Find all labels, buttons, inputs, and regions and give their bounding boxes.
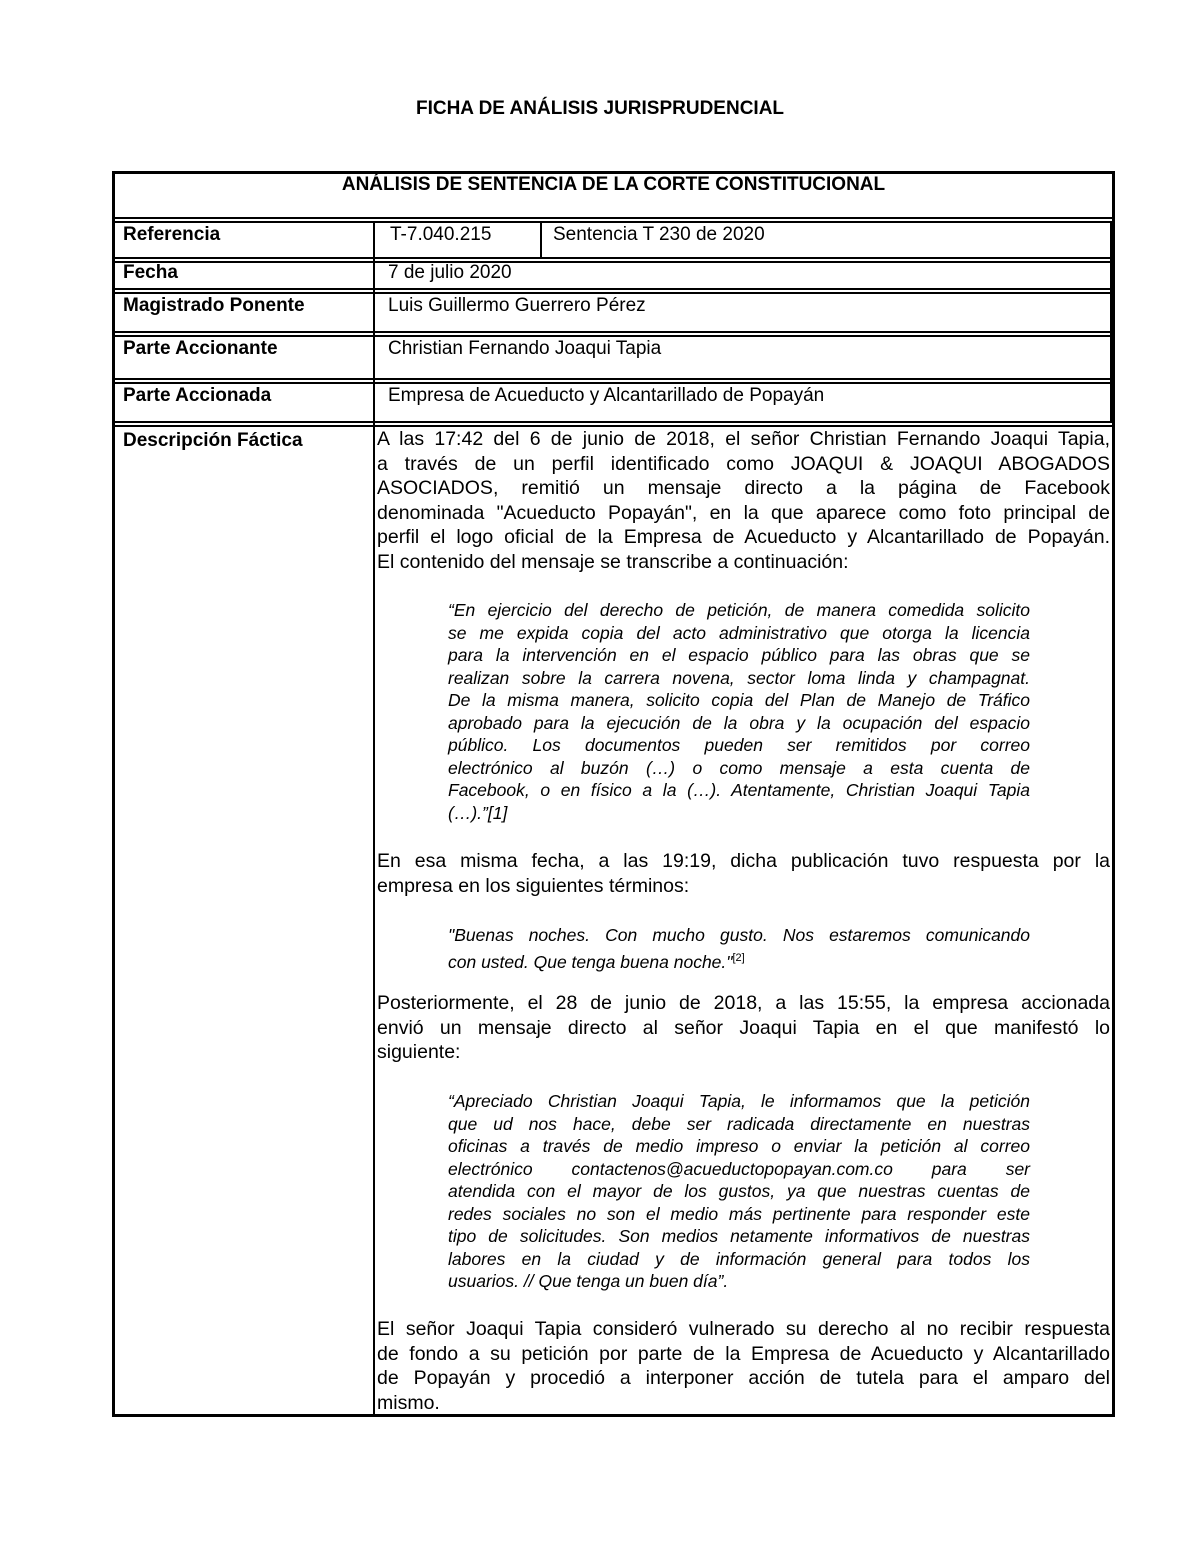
text-line: (…).”[1] [448, 802, 508, 823]
text-line: mismo. [377, 1391, 440, 1414]
row-divider [112, 217, 1115, 219]
column-divider [373, 221, 375, 1417]
label-accionante: Parte Accionante [123, 338, 278, 359]
text-line: denominada "Acueducto Popayán", en la que aparece como foto principal de [377, 501, 1110, 524]
row-divider [112, 221, 1115, 223]
text-line: A las 17:42 del 6 de junio de 2018, el señor Christian Fernando Joaqui Tapia, [377, 428, 1110, 450]
text-line: electrónico al buzón (…) o como mensaje a esta cuenta de [448, 757, 1030, 778]
text-line: Posteriormente, el 28 de junio de 2018, a las 15:55, la empresa accionada [377, 992, 1110, 1014]
text-line: atendida con el mayor de los gustos, ya que nuestras cuentas de [448, 1181, 1030, 1201]
row-divider [112, 335, 1115, 337]
value-magistrado: Luis Guillermo Guerrero Pérez [388, 295, 646, 316]
text-line: electrónico contactenos@acueductopopayan.com.co para ser [448, 1158, 1030, 1179]
value-sentencia: Sentencia T 230 de 2020 [553, 224, 765, 245]
text-line: siguiente: [377, 1041, 461, 1064]
quote-petition [448, 599, 1030, 824]
quote-reply [448, 924, 1030, 973]
label-descripcion: Descripción Fáctica [123, 430, 303, 451]
label-accionada: Parte Accionada [123, 385, 272, 406]
label-fecha: Fecha [123, 262, 178, 283]
text-line: De la misma manera, solicito copia del Plan de Manejo de Tráfico [448, 690, 1030, 710]
row-divider [112, 292, 1115, 294]
text-line: ASOCIADOS, remitió un mensaje directo a la página de Facebook [377, 477, 1110, 500]
column-divider [1110, 221, 1112, 421]
text-line: labores en la ciudad y de información general para todos los [448, 1248, 1030, 1269]
row-divider [112, 331, 1115, 333]
text-line: “Apreciado Christian Joaqui Tapia, le informamos que la petición [448, 1091, 1030, 1111]
table-header: ANÁLISIS DE SENTENCIA DE LA CORTE CONSTITUCIONAL [341, 174, 886, 195]
text-line: empresa en los siguientes términos: [377, 874, 690, 897]
text-line: tipo de solicitudes. Son medios netamente informativos de nuestras [448, 1226, 1030, 1246]
label-magistrado: Magistrado Ponente [123, 295, 305, 316]
text-line: para la intervención en el espacio público para las obras que se [448, 645, 1030, 665]
row-divider [112, 261, 1115, 263]
quote-reply-text: con usted. Que tenga buena noche." [448, 951, 733, 972]
value-accionada: Empresa de Acueducto y Alcantarillado de Popayán [388, 385, 825, 406]
footnote-link[interactable]: [2] [732, 951, 745, 964]
value-referencia: T-7.040.215 [390, 224, 492, 245]
text-line [448, 947, 1030, 973]
description-paragraph-1 [377, 427, 1110, 575]
text-line: usuarios. // Que tenga un buen día”. [448, 1271, 729, 1291]
text-line: El señor Joaqui Tapia consideró vulnerado su derecho al no recibir respuesta [377, 1318, 1110, 1340]
text-line: Facebook, o en físico a la (…). Atentamente, Christian Joaqui Tapia [448, 780, 1030, 800]
text-line: a través de un perfil identificado como JOAQUI & JOAQUI ABOGADOS [377, 452, 1110, 475]
text-line: El contenido del mensaje se transcribe a continuación: [377, 550, 849, 573]
label-referencia: Referencia [123, 224, 221, 245]
text-line: público. Los documentos pueden ser remitidos por correo [448, 735, 1030, 755]
row-divider [112, 382, 1115, 384]
row-divider [112, 288, 1115, 290]
text-line: envió un mensaje directo al señor Joaqui Tapia en el que manifestó lo [377, 1016, 1110, 1039]
description-paragraph-4 [377, 1317, 1110, 1415]
text-line: aprobado para la ejecución de la obra y la ocupación del espacio [448, 712, 1030, 733]
text-line: En esa misma fecha, a las 19:19, dicha publicación tuvo respuesta por la [377, 850, 1110, 872]
text-line: perfil el logo oficial de la Empresa de Acueducto y Alcantarillado de Popayán. [377, 526, 1110, 549]
text-line: “En ejercicio del derecho de petición, de manera comedida solicito [448, 600, 1030, 620]
text-line: se me expida copia del acto administrativo que otorga la licencia [448, 622, 1030, 643]
text-line: oficinas a través de medio impreso o enviar la petición al correo [448, 1136, 1030, 1156]
quote-company-message [448, 1090, 1030, 1293]
description-paragraph-2 [377, 849, 1110, 898]
row-divider [112, 257, 1115, 259]
row-divider [112, 378, 1115, 380]
text-line: "Buenas noches. Con mucho gusto. Nos estaremos comunicando [448, 925, 1030, 945]
text-line: redes sociales no son el medio más pertinente para responder este [448, 1203, 1030, 1224]
text-line: realizan sobre la carrera novena, sector loma linda y champagnat. [448, 667, 1030, 688]
text-line: de fondo a su petición por parte de la Empresa de Acueducto y Alcantarillado [377, 1342, 1110, 1365]
column-divider [540, 221, 542, 259]
text-line: que ud nos hace, debe ser radicada directamente en nuestras [448, 1113, 1030, 1134]
value-accionante: Christian Fernando Joaqui Tapia [388, 338, 662, 359]
text-line: de Popayán y procedió a interponer acción de tutela para el amparo del [377, 1367, 1110, 1390]
row-divider [112, 421, 1115, 423]
document-title: FICHA DE ANÁLISIS JURISPRUDENCIAL [415, 98, 785, 119]
description-paragraph-3 [377, 991, 1110, 1065]
value-fecha: 7 de julio 2020 [388, 262, 512, 283]
